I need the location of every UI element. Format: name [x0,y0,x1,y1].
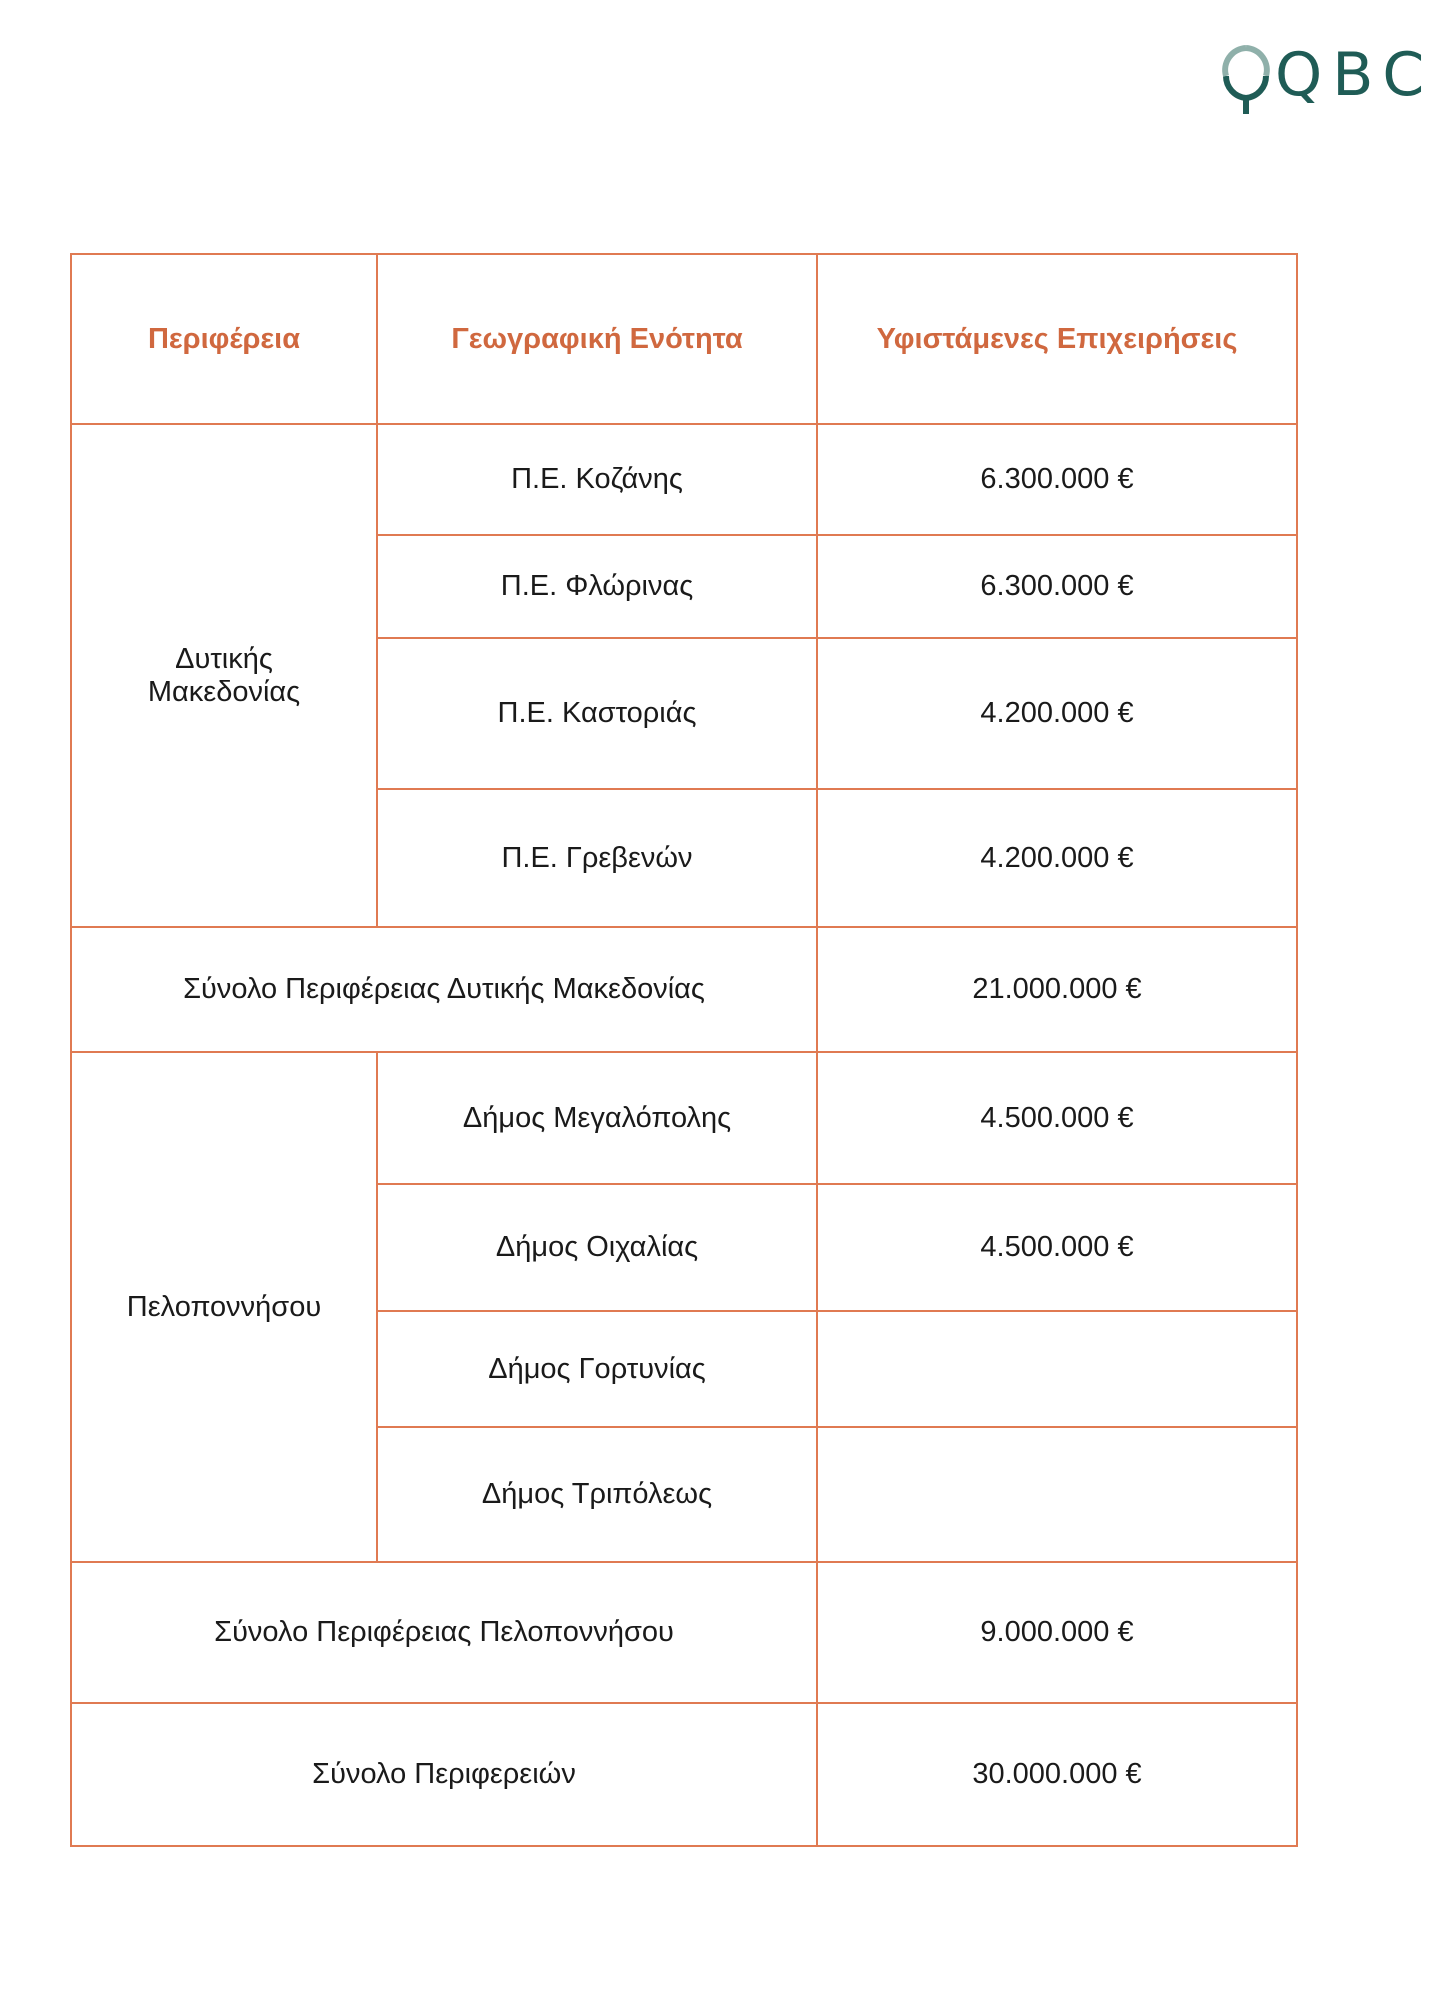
region-western-macedonia [71,424,377,927]
amount-cell: 4.200.000 € [817,638,1297,789]
table-row [71,424,1297,535]
unit-cell: Δήμος Μεγαλόπολης [377,1052,817,1184]
region-name-line2: Μακεδονίας [147,675,301,708]
subtotal-label: Σύνολο Περιφέρειας Δυτικής Μακεδονίας [71,927,817,1052]
subtotal-label: Σύνολο Περιφέρειας Πελοποννήσου [71,1562,817,1703]
subtotal-amount: 21.000.000 € [817,927,1297,1052]
region-name-line1: Δυτικής [175,642,273,675]
region-peloponnese: Πελοποννήσου [71,1052,377,1562]
grand-total-amount: 30.000.000 € [817,1703,1297,1846]
table-header-row [71,254,1297,424]
funding-table [70,253,1298,1847]
amount-cell [817,1311,1297,1427]
table-row [71,1052,1297,1184]
amount-cell: 4.500.000 € [817,1052,1297,1184]
subtotal-row [71,927,1297,1052]
qbc-logo [1222,40,1434,120]
amount-cell: 6.300.000 € [817,535,1297,638]
header-existing-businesses: Υφιστάμενες Επιχειρήσεις [817,254,1297,424]
unit-cell: Δήμος Οιχαλίας [377,1184,817,1311]
amount-cell: 6.300.000 € [817,424,1297,535]
unit-cell: Π.Ε. Γρεβενών [377,789,817,927]
o-ring-logo-icon [1222,42,1270,122]
amount-cell [817,1427,1297,1562]
unit-cell: Π.Ε. Κοζάνης [377,424,817,535]
subtotal-row [71,1562,1297,1703]
grand-total-row [71,1703,1297,1846]
header-geographic-unit: Γεωγραφική Ενότητα [377,254,817,424]
header-region: Περιφέρεια [71,254,377,424]
subtotal-amount: 9.000.000 € [817,1562,1297,1703]
amount-cell: 4.200.000 € [817,789,1297,927]
unit-cell: Δήμος Τριπόλεως [377,1427,817,1562]
logo-text: QBC [1275,40,1434,110]
unit-cell: Δήμος Γορτυνίας [377,1311,817,1427]
unit-cell: Π.Ε. Φλώρινας [377,535,817,638]
amount-cell: 4.500.000 € [817,1184,1297,1311]
grand-total-label: Σύνολο Περιφερειών [71,1703,817,1846]
unit-cell: Π.Ε. Καστοριάς [377,638,817,789]
